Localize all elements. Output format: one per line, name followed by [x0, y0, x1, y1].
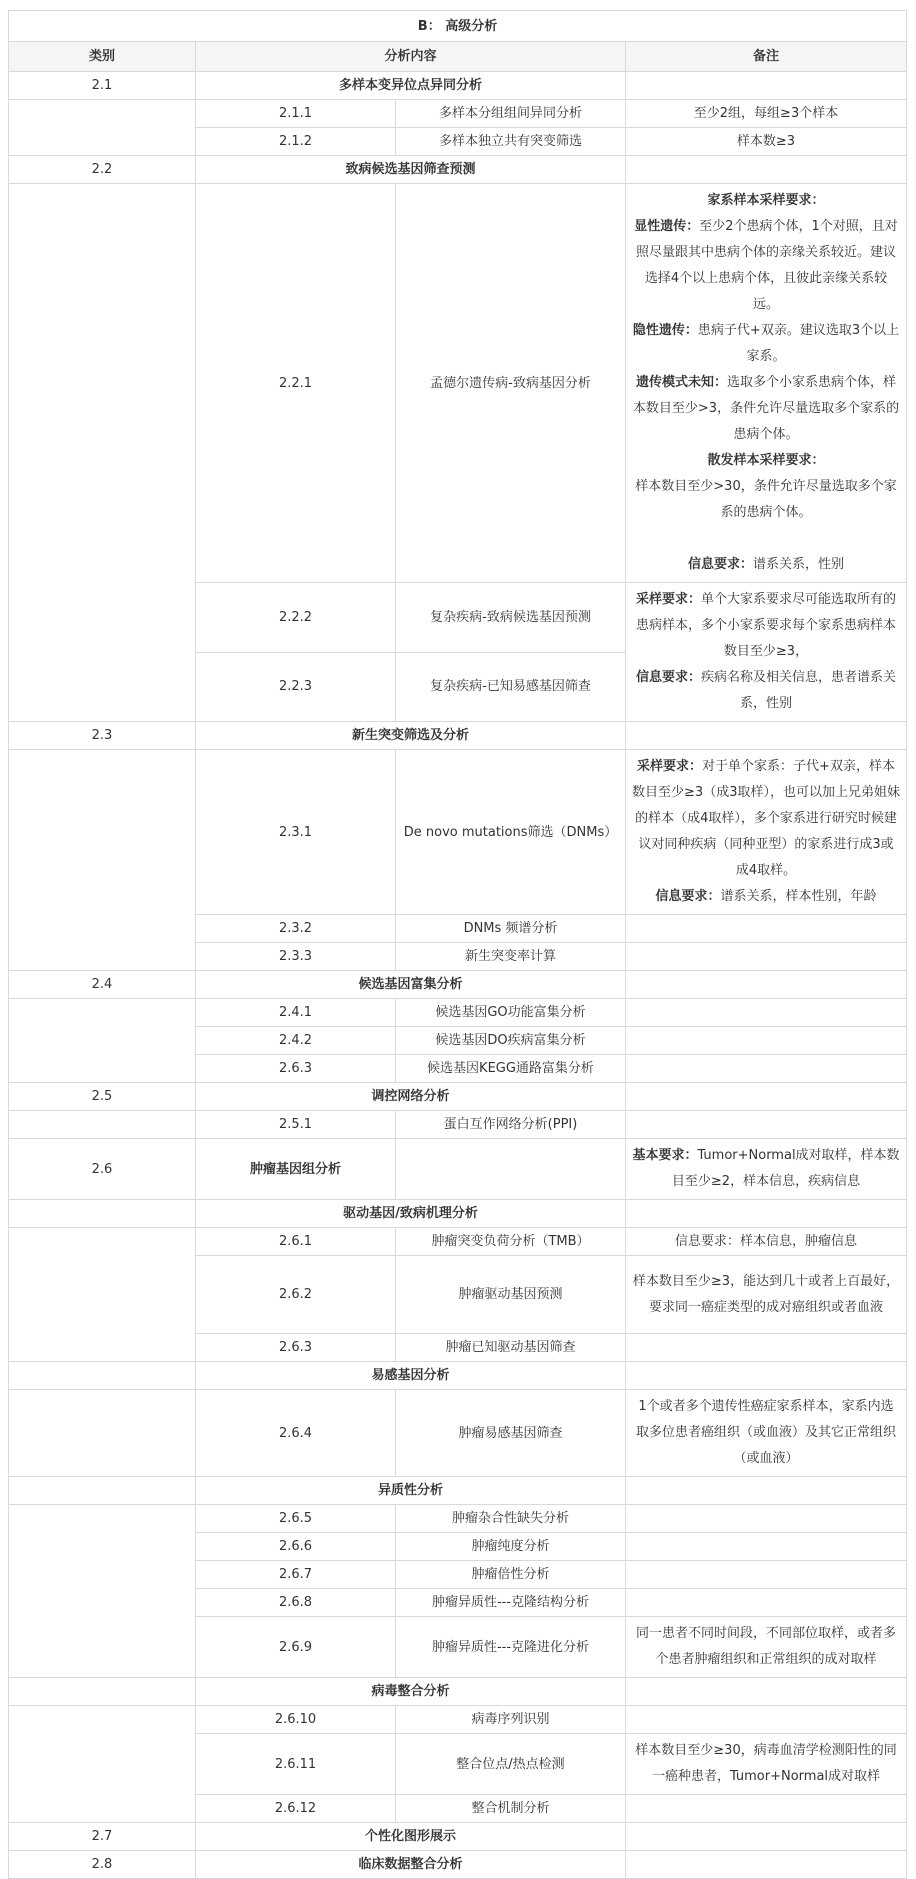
- note-label: 采样要求：: [635, 592, 701, 607]
- remark-cell: [626, 943, 907, 971]
- remark-cell: [626, 1083, 907, 1111]
- item-name: 候选基因KEGG通路富集分析: [396, 1055, 626, 1083]
- item-num: 2.1.2: [196, 128, 396, 156]
- remark-cell: [626, 1533, 907, 1561]
- remark-cell: [626, 915, 907, 943]
- remark-cell: [626, 1027, 907, 1055]
- table-row: [9, 1111, 907, 1139]
- section-row: [9, 156, 907, 184]
- note-label: 显性遗传：: [634, 219, 700, 234]
- remark-cell: [626, 156, 907, 184]
- note-text: Tumor+Normal成对取样，样本数目至少≥2，样本信息，疾病信息: [671, 1148, 900, 1189]
- remark-cell: [626, 1505, 907, 1533]
- remark-cell: [626, 750, 907, 915]
- table-caption-row: [9, 11, 907, 42]
- table-caption: B： 高级分析: [9, 11, 907, 42]
- remark-cell: [626, 1477, 907, 1505]
- note-line: [632, 665, 900, 717]
- note-text: 谱系关系，性别: [753, 557, 845, 572]
- section-num: 2.4: [9, 971, 196, 999]
- item-num: 2.6.3: [196, 1055, 396, 1083]
- empty-category-cell: [9, 750, 196, 971]
- empty-category-cell: [9, 1362, 196, 1390]
- item-name: 肿瘤已知驱动基因筛查: [396, 1334, 626, 1362]
- item-name: 肿瘤驱动基因预测: [396, 1256, 626, 1334]
- item-name: 肿瘤异质性---克隆结构分析: [396, 1589, 626, 1617]
- item-num: 2.6.8: [196, 1589, 396, 1617]
- item-name: 孟德尔遗传病-致病基因分析: [396, 184, 626, 583]
- section-num: 2.7: [9, 1823, 196, 1851]
- item-name: 新生突变率计算: [396, 943, 626, 971]
- item-name: 复杂疾病-致病候选基因预测: [396, 583, 626, 653]
- note-text: 患病子代+双亲。建议选取3个以上家系。: [697, 323, 900, 364]
- note-text: 至少2个患病个体，1个对照，且对照尽量跟其中患病个体的亲缘关系较近。建议选择4个以上患病个体，且彼此亲缘关系较远。: [635, 219, 898, 312]
- remark-cell: 样本数≥3: [626, 128, 907, 156]
- item-num: 2.6.2: [196, 1256, 396, 1334]
- item-num: 2.4.1: [196, 999, 396, 1027]
- section-title: 候选基因富集分析: [196, 971, 626, 999]
- header-remark: 备注: [626, 42, 907, 72]
- group-title: 病毒整合分析: [196, 1678, 626, 1706]
- remark-cell: 至少2组，每组≥3个样本: [626, 100, 907, 128]
- item-num: 2.5.1: [196, 1111, 396, 1139]
- table-row: [9, 184, 907, 583]
- item-name: 多样本分组组间异同分析: [396, 100, 626, 128]
- item-name: 肿瘤突变负荷分析（TMB）: [396, 1228, 626, 1256]
- item-num: 2.3.3: [196, 943, 396, 971]
- section-title: 多样本变异位点异同分析: [196, 72, 626, 100]
- note-heading: 家系样本采样要求：: [707, 193, 825, 208]
- item-name: DNMs 频谱分析: [396, 915, 626, 943]
- table-row: [9, 100, 907, 128]
- item-name: 肿瘤杂合性缺失分析: [396, 1505, 626, 1533]
- empty-category-cell: [9, 1228, 196, 1362]
- item-num: 2.6.6: [196, 1533, 396, 1561]
- item-num: 2.4.2: [196, 1027, 396, 1055]
- item-name: 肿瘤易感基因筛查: [396, 1390, 626, 1477]
- empty-cell: [396, 1139, 626, 1200]
- remark-cell: 信息要求：样本信息，肿瘤信息: [626, 1228, 907, 1256]
- item-num: 2.6.9: [196, 1617, 396, 1678]
- table-row: [9, 750, 907, 915]
- item-num: 2.2.2: [196, 583, 396, 653]
- item-name: 蛋白互作网络分析(PPI): [396, 1111, 626, 1139]
- section-row: [9, 971, 907, 999]
- item-name: 多样本独立共有突变筛选: [396, 128, 626, 156]
- item-num: 2.2.1: [196, 184, 396, 583]
- item-name: 候选基因DO疾病富集分析: [396, 1027, 626, 1055]
- note-label: 采样要求：: [637, 759, 703, 774]
- item-num: 2.6.3: [196, 1334, 396, 1362]
- section-title: 致病候选基因筛查预测: [196, 156, 626, 184]
- note-line: [632, 754, 900, 884]
- section-row: [9, 1083, 907, 1111]
- analysis-table-wrapper: [8, 10, 907, 1879]
- note-label: 基本要求：: [632, 1148, 698, 1163]
- empty-category-cell: [9, 1505, 196, 1678]
- empty-category-cell: [9, 999, 196, 1083]
- item-num: 2.3.1: [196, 750, 396, 915]
- empty-category-cell: [9, 184, 196, 722]
- item-num: 2.6.12: [196, 1795, 396, 1823]
- remark-cell: [626, 1561, 907, 1589]
- note-line: [632, 370, 900, 448]
- header-row: [9, 42, 907, 72]
- item-num: 2.6.7: [196, 1561, 396, 1589]
- empty-category-cell: [9, 1706, 196, 1823]
- note-label: 隐性遗传：: [632, 323, 698, 338]
- item-num: 2.1.1: [196, 100, 396, 128]
- section-row: [9, 1823, 907, 1851]
- group-title: 易感基因分析: [196, 1362, 626, 1390]
- advanced-analysis-table: [8, 10, 907, 1879]
- section-num: 2.6: [9, 1139, 196, 1200]
- section-row: [9, 72, 907, 100]
- item-name: 肿瘤异质性---克隆进化分析: [396, 1617, 626, 1678]
- remark-cell: 样本数目至少≥3，能达到几十或者上百最好，要求同一癌症类型的成对癌组织或者血液: [626, 1256, 907, 1334]
- header-content: 分析内容: [196, 42, 626, 72]
- section-num: 2.3: [9, 722, 196, 750]
- note-text: 选取多个小家系患病个体，样本数目至少>3，条件允许尽量选取多个家系的患病个体。: [632, 375, 900, 442]
- item-num: 2.2.3: [196, 652, 396, 722]
- section-num: 2.2: [9, 156, 196, 184]
- group-row: [9, 1362, 907, 1390]
- section-title: 调控网络分析: [196, 1083, 626, 1111]
- note-text: 样本数目至少>30，条件允许尽量选取多个家系的患病个体。: [635, 479, 897, 520]
- group-title: 异质性分析: [196, 1477, 626, 1505]
- group-row: [9, 1200, 907, 1228]
- header-category: 类别: [9, 42, 196, 72]
- item-num: 2.6.10: [196, 1706, 396, 1734]
- item-name: De novo mutations筛选（DNMs）: [396, 750, 626, 915]
- note-line: [632, 884, 900, 910]
- note-label: 信息要求：: [655, 889, 721, 904]
- remark-cell: [626, 583, 907, 722]
- empty-category-cell: [9, 1390, 196, 1477]
- table-row: [9, 999, 907, 1027]
- item-name: 整合机制分析: [396, 1795, 626, 1823]
- item-name: 肿瘤纯度分析: [396, 1533, 626, 1561]
- note-label: 信息要求：: [687, 557, 753, 572]
- section-row: [9, 722, 907, 750]
- item-num: 2.3.2: [196, 915, 396, 943]
- note-heading: 散发样本采样要求：: [707, 453, 825, 468]
- empty-category-cell: [9, 100, 196, 156]
- table-row: [9, 1228, 907, 1256]
- remark-cell: [626, 184, 907, 583]
- table-row: [9, 1706, 907, 1734]
- remark-cell: [626, 1678, 907, 1706]
- empty-category-cell: [9, 1678, 196, 1706]
- note-line: [632, 587, 900, 665]
- item-num: 2.6.1: [196, 1228, 396, 1256]
- empty-category-cell: [9, 1477, 196, 1505]
- section-num: 2.5: [9, 1083, 196, 1111]
- section-title: 新生突变筛选及分析: [196, 722, 626, 750]
- item-name: 复杂疾病-已知易感基因筛查: [396, 652, 626, 722]
- section-title: 临床数据整合分析: [196, 1851, 626, 1879]
- remark-cell: 同一患者不同时间段，不同部位取样，或者多个患者肿瘤组织和正常组织的成对取样: [626, 1617, 907, 1678]
- empty-category-cell: [9, 1200, 196, 1228]
- remark-cell: [626, 1111, 907, 1139]
- section-title: 肿瘤基因组分析: [196, 1139, 396, 1200]
- note-label: 信息要求：: [635, 670, 701, 685]
- section-num: 2.1: [9, 72, 196, 100]
- item-name: 候选基因GO功能富集分析: [396, 999, 626, 1027]
- remark-cell: [626, 1589, 907, 1617]
- item-name: 肿瘤倍性分析: [396, 1561, 626, 1589]
- remark-cell: [626, 1139, 907, 1200]
- item-name: 整合位点/热点检测: [396, 1734, 626, 1795]
- note-spacer: [632, 526, 900, 552]
- note-text: 对于单个家系：子代+双亲，样本数目至少≥3（成3取样），也可以加上兄弟姐妹的样本（成4取样），多个家系进行研究时候建议对同种疾病（同种亚型）的家系进行成3或成4取样。: [632, 759, 900, 878]
- remark-cell: [626, 1823, 907, 1851]
- note-line: [632, 552, 900, 578]
- remark-cell: [626, 1055, 907, 1083]
- section-row: [9, 1139, 907, 1200]
- note-line: [632, 214, 900, 318]
- remark-cell: [626, 1200, 907, 1228]
- section-row: [9, 1851, 907, 1879]
- item-name: 病毒序列识别: [396, 1706, 626, 1734]
- remark-cell: 1个或者多个遗传性癌症家系样本，家系内选取多位患者癌组织（或血液）及其它正常组织（或血液）: [626, 1390, 907, 1477]
- item-num: 2.6.5: [196, 1505, 396, 1533]
- note-line: [632, 318, 900, 370]
- table-row: [9, 1505, 907, 1533]
- remark-cell: [626, 1334, 907, 1362]
- remark-cell: [626, 1851, 907, 1879]
- section-title: 个性化图形展示: [196, 1823, 626, 1851]
- note-text: 谱系关系，样本性别，年龄: [720, 889, 877, 904]
- note-text: 单个大家系要求尽可能选取所有的患病样本，多个小家系要求每个家系患病样本数目至少≥3，: [635, 592, 897, 659]
- item-num: 2.6.4: [196, 1390, 396, 1477]
- group-row: [9, 1477, 907, 1505]
- empty-category-cell: [9, 1111, 196, 1139]
- remark-cell: 样本数目至少≥30，病毒血清学检测阳性的同一癌种患者，Tumor+Normal成对取样: [626, 1734, 907, 1795]
- group-title: 驱动基因/致病机理分析: [196, 1200, 626, 1228]
- remark-cell: [626, 722, 907, 750]
- table-row: [9, 1390, 907, 1477]
- note-text: 疾病名称及相关信息，患者谱系关系，性别: [701, 670, 897, 711]
- remark-cell: [626, 971, 907, 999]
- remark-cell: [626, 1362, 907, 1390]
- remark-cell: [626, 1795, 907, 1823]
- remark-cell: [626, 1706, 907, 1734]
- remark-cell: [626, 72, 907, 100]
- remark-cell: [626, 999, 907, 1027]
- section-num: 2.8: [9, 1851, 196, 1879]
- group-row: [9, 1678, 907, 1706]
- item-num: 2.6.11: [196, 1734, 396, 1795]
- note-label: 遗传模式未知：: [635, 375, 727, 390]
